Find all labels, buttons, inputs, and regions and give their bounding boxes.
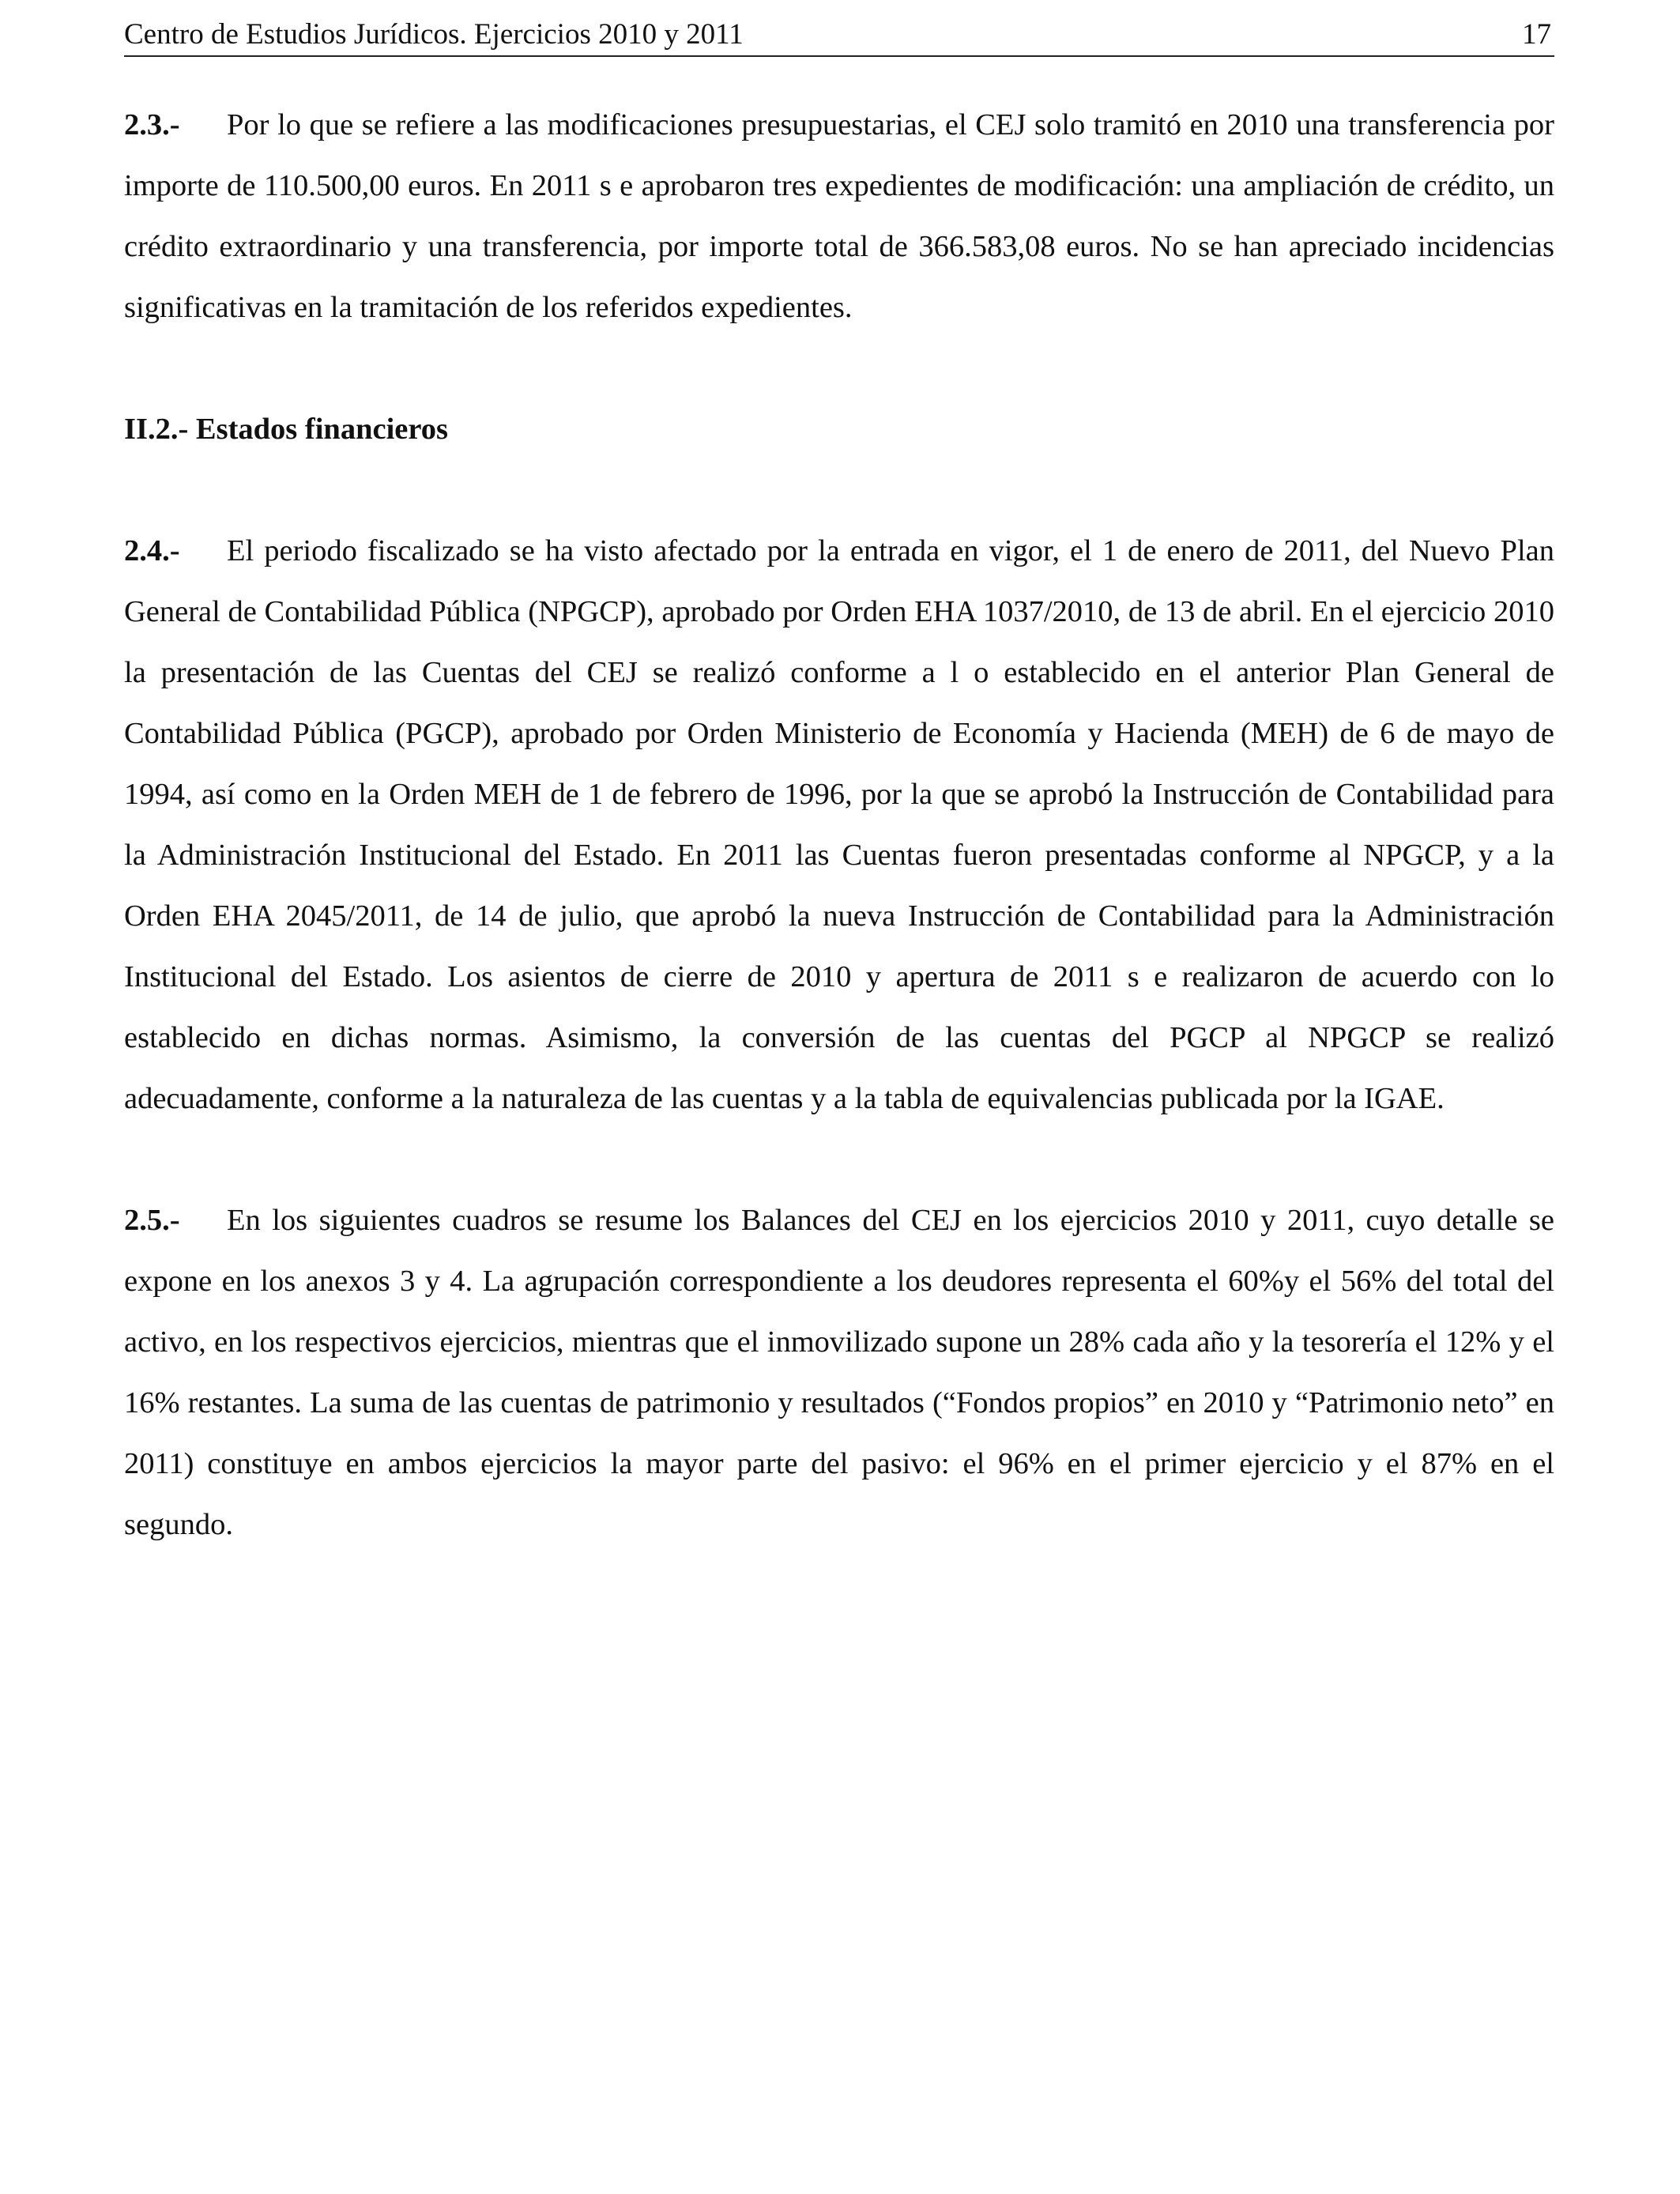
section-heading: II.2.- Estados financieros <box>124 413 449 446</box>
paragraph-number: 2.4.- <box>124 534 180 567</box>
page-number: 17 <box>1522 18 1551 51</box>
document-body <box>124 95 1554 1555</box>
paragraph-number: 2.5.- <box>124 1204 180 1237</box>
paragraph-2-4 <box>124 521 1554 1129</box>
paragraph-text: En los siguientes cuadros se resume los Balances del CEJ en los ejercicios 2010 y 2011, cuyo detalle se expone en los anexos 3 y 4. La agrupación correspondiente a los deudores representa el 60%y el 56% del total del activo, en los respectivos ejercicios, mientras que el inmovilizado supone un 28% cada año y la tesorería el 12% y el 16% restantes. La suma de las cuentas de patrimonio y resultados (“Fondos propios” en 2010 y “Patrimonio neto” en 2011) constituye en ambos ejercicios la mayor parte del pasivo: el 96% en el primer ejercicio y el 87% en el segundo. <box>124 1204 1554 1541</box>
paragraph-text: Por lo que se refiere a las modificaciones presupuestarias, el CEJ solo tramitó en 2010 una transferencia por importe de 110.500,00 euros. En 2011 s e aprobaron tres expedientes de modificación: una ampliación de crédito, un crédito extraordinario y una transferencia, por importe total de 366.583,08 euros. No se han apreciado incidencias significativas en la tramitación de los referidos expedientes. <box>124 108 1554 324</box>
paragraph-2-5 <box>124 1190 1554 1555</box>
paragraph-number: 2.3.- <box>124 108 180 141</box>
page-header <box>124 14 1554 57</box>
paragraph-2-3 <box>124 95 1554 338</box>
header-title: Centro de Estudios Jurídicos. Ejercicios 2010 y 2011 <box>124 18 744 51</box>
paragraph-text: El periodo fiscalizado se ha visto afectado por la entrada en vigor, el 1 de enero de 2011, del Nuevo Plan General de Contabilidad Pública (NPGCP), aprobado por Orden EHA 1037/2010, de 13 de abril. En el ejercicio 2010 la presentación de las Cuentas del CEJ se realizó conforme a l o establecido en el anterior Plan General de Contabilidad Pública (PGCP), aprobado por Orden Ministerio de Economía y Hacienda (MEH) de 6 de mayo de 1994, así como en la Orden MEH de 1 de febrero de 1996, por la que se aprobó la Instrucción de Contabilidad para la Administración Institucional del Estado. En 2011 las Cuentas fueron presentadas conforme al NPGCP, y a la Orden EHA 2045/2011, de 14 de julio, que aprobó la nueva Instrucción de Contabilidad para la Administración Institucional del Estado. Los asientos de cierre de 2010 y apertura de 2011 s e realizaron de acuerdo con lo establecido en dichas normas. Asimismo, la conversión de las cuentas del PGCP al NPGCP se realizó adecuadamente, conforme a la naturaleza de las cuentas y a la tabla de equivalencias publicada por la IGAE. <box>124 534 1554 1115</box>
